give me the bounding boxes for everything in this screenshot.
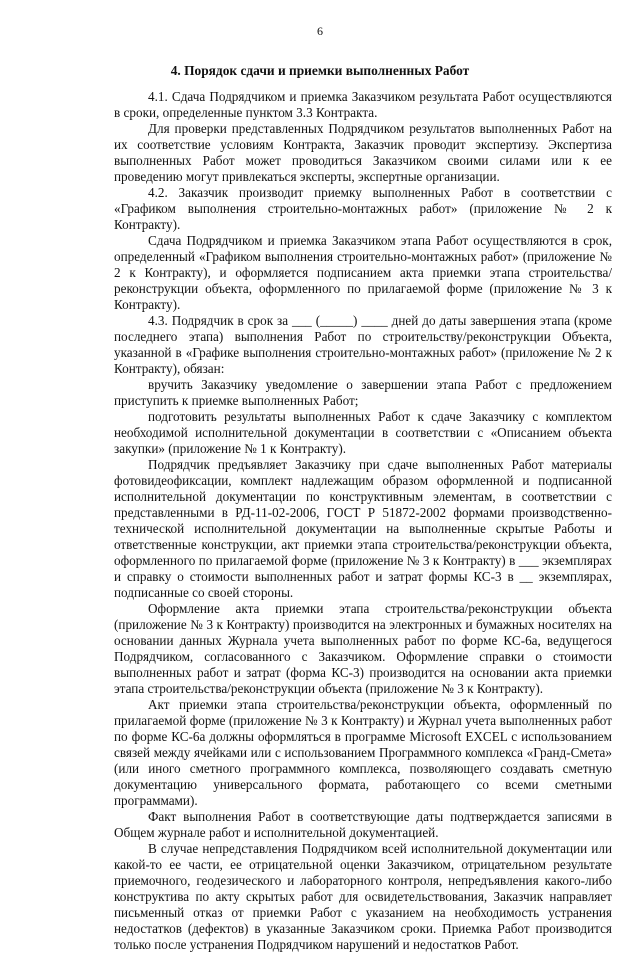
paragraph-fact-of-completion: Факт выполнения Работ в соответствующие даты подтверждается записями в Общем журнале работ и исполнительной документацией. bbox=[114, 809, 612, 840]
section-heading: 4. Порядок сдачи и приемки выполненных Работ bbox=[170, 63, 470, 78]
paragraph-contractor-submits: Подрядчик предъявляет Заказчику при сдаче выполненных Работ материалы фотовидеофиксации, комплект надлежащим образом оформленной и подписанной исполнительной документации по конструктивным элементам, в соответствии с представленными в РД-11-02-2006, ГОСТ Р 51872-2002 формами производственно-технической исполнительной документации на выполненные скрытые Работы и ответственные конструкции, акт приемки этапа строительства/реконструкции объекта, оформленного по прилагаемой форме (приложение № 3 к Контракту) в ___ экземплярах и справку о стоимости выполненных работ и затрат формы КС-3 в __ экземплярах, подписанные со своей стороны. bbox=[114, 457, 612, 600]
paragraph-4-1: 4.1. Сдача Подрядчиком и приемка Заказчиком результата Работ осуществляются в сроки, определенные пунктом 3.3 Контракта. bbox=[114, 89, 612, 120]
paragraph-prepare-results: подготовить результаты выполненных Работ к сдаче Заказчику с комплектом необходимой исполнительной документации в соответствии с «Описанием объекта закупки» (приложение № 1 к Контракту). bbox=[114, 409, 612, 456]
paragraph-stage-acceptance: Сдача Подрядчиком и приемка Заказчиком этапа Работ осуществляются в срок, определенный «Графиком выполнения строительно-монтажных работ» (приложение № 2 к Контракту), и оформляется подписанием акта приемки этапа строительства/реконструкции объекта, оформленного по прилагаемой форме (приложение № 3 к Контракту). bbox=[114, 233, 612, 312]
paragraph-expertise: Для проверки представленных Подрядчиком результатов выполненных Работ на их соответствие условиям Контракта, Заказчик проводит экспертизу. Экспертиза выполненных Работ может проводиться Заказчиком своими силами или к ее проведению могут привлекаться эксперты, экспертные организации. bbox=[114, 121, 612, 184]
section-body bbox=[114, 89, 612, 953]
paragraph-notify-customer: вручить Заказчику уведомление о завершении этапа Работ с предложением приступить к приемке выполненных Работ; bbox=[114, 377, 612, 408]
paragraph-4-3: 4.3. Подрядчик в срок за ___ (_____) ____ дней до даты завершения этапа (кроме последнего этапа) выполнения Работ по строительству/реконструкции Объекта, указанной в «Графике выполнения строительно-монтажных работ» (приложение № 2 к Контракту), обязан: bbox=[114, 313, 612, 376]
paragraph-refusal-of-acceptance: В случае непредставления Подрядчиком всей исполнительной документации или какой-то ее части, ее отрицательной оценки Заказчиком, отрицательном результате приемочного, геодезического и лабораторного контроля, непредъявления какого-либо конструктива по акту скрытых работ для освидетельствования, Заказчик направляет письменный отказ от приемки Работ с указанием на необходимость устранения недостатков (дефектов) в указанные Заказчиком сроки. Приемка Работ производится только после устранения Подрядчиком нарушений и недостатков Работ. bbox=[114, 841, 612, 952]
page-number: 6 bbox=[317, 24, 323, 38]
paragraph-excel-requirement: Акт приемки этапа строительства/реконструкции объекта, оформленный по прилагаемой форме (приложение № 3 к Контракту) и Журнал учета выполненных работ по форме КС-6а должны оформляться в программе Microsoft EXCEL с использованием связей между ячейками или с использованием Программного комплекса «Гранд-Смета» (или иного сметного программного комплекса, позволяющего создавать сметную документацию универсального формата, работающего со всеми сметными программами). bbox=[114, 697, 612, 808]
paragraph-4-2: 4.2. Заказчик производит приемку выполненных Работ в соответствии с «Графиком выполнения строительно-монтажных работ» (приложение № 2 к Контракту). bbox=[114, 185, 612, 232]
paragraph-act-formatting: Оформление акта приемки этапа строительства/реконструкции объекта (приложение № 3 к Контракту) производится на электронных и бумажных носителях на основании данных Журнала учета выполненных работ по форме КС-6а, ведущегося Подрядчиком, согласованного с Заказчиком. Оформление справки о стоимости выполненных работ и затрат (форма КС-3) производится на основании акта приемки этапа строительства/реконструкции объекта (приложение № 3 к Контракту). bbox=[114, 601, 612, 696]
